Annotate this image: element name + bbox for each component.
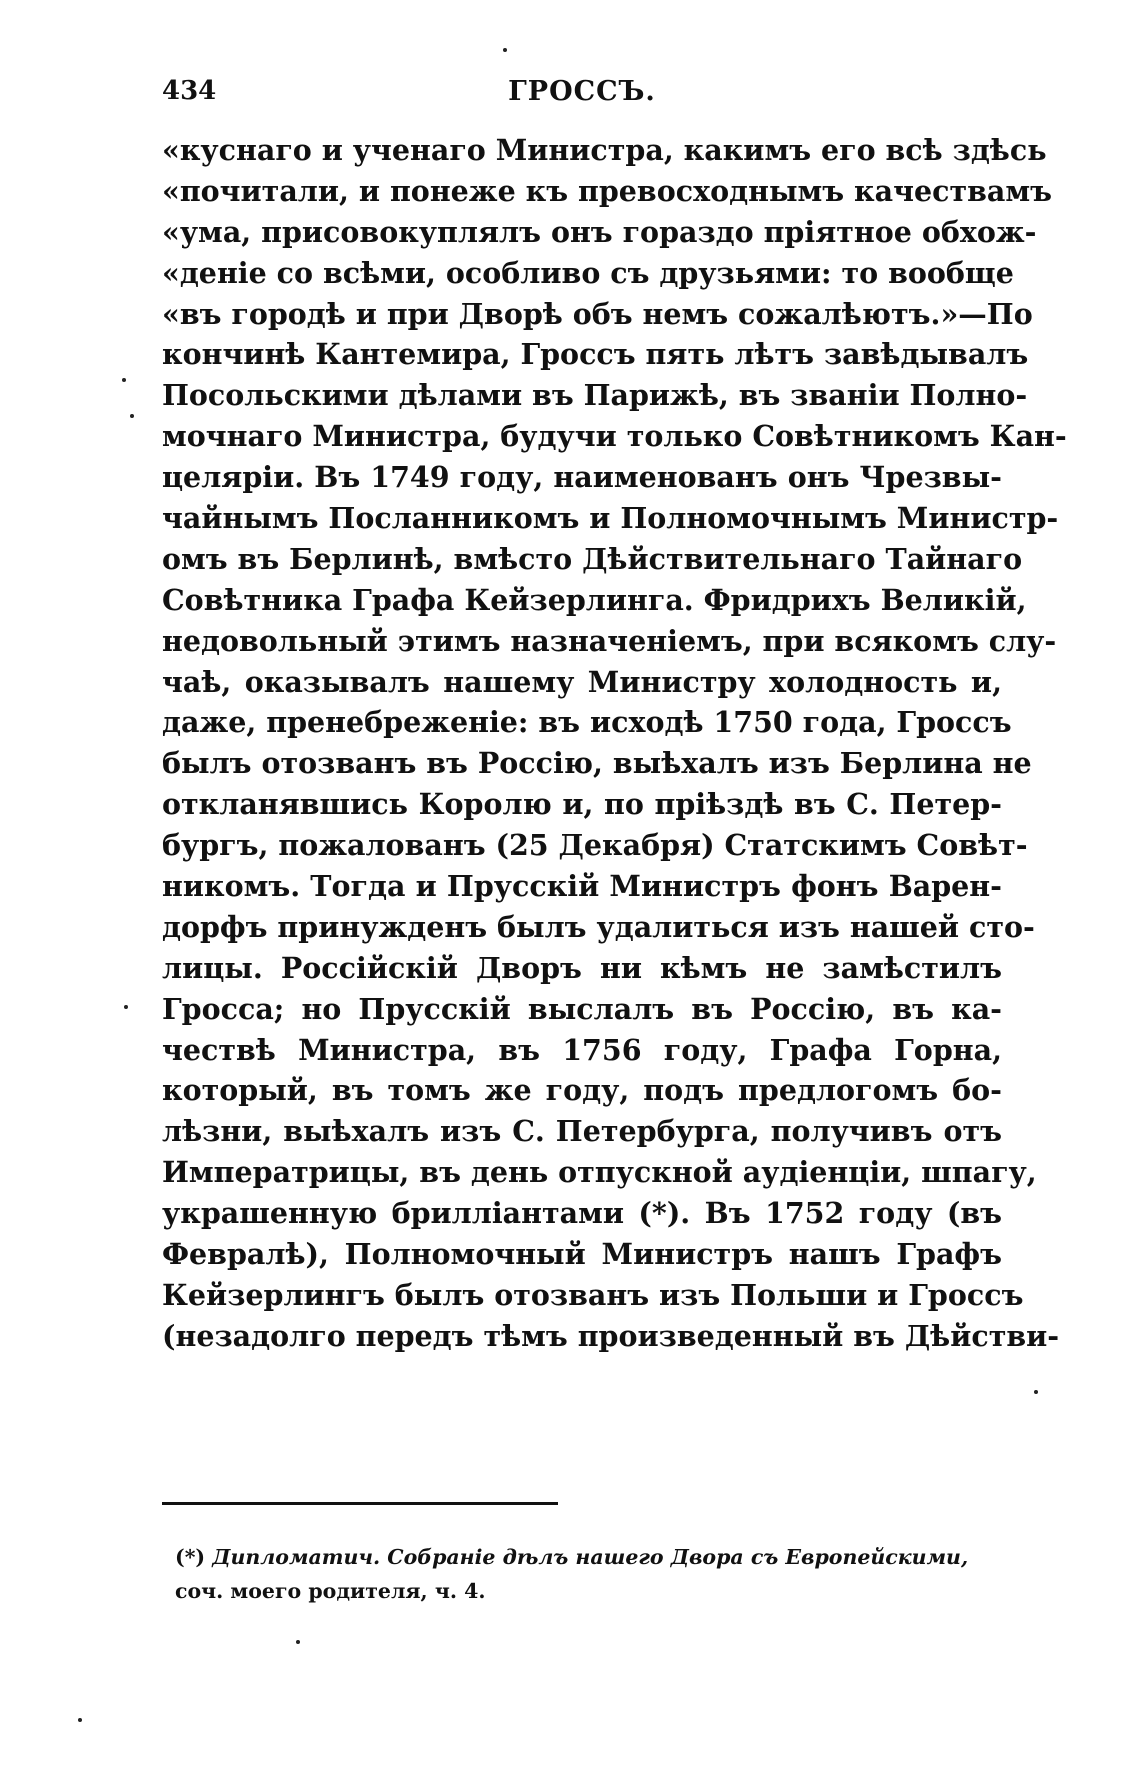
running-head — [162, 76, 1002, 116]
text-line: лѣзни, выѣхалъ изъ С. Петербурга, получивъ отъ — [162, 1114, 1002, 1149]
text-line: «ума, присовокуплялъ онъ гораздо пріятное обхож- — [162, 214, 1037, 249]
text-line: былъ отозванъ въ Россію, выѣхалъ изъ Берлина не — [162, 746, 1032, 781]
text-line: который, въ томъ же году, подъ предлогомъ бо- — [162, 1073, 1002, 1108]
text-line: омъ въ Берлинѣ, вмѣсто Дѣйствительнаго Тайнаго — [162, 541, 1023, 576]
text-line: чествѣ Министра, въ 1756 году, Графа Горна, — [162, 1032, 1002, 1067]
text-line: Гросса; но Прусскій выслалъ въ Россію, въ ка- — [162, 991, 1002, 1026]
text-line: чайнымъ Посланникомъ и Полномочнымъ Министр- — [162, 501, 1059, 536]
scan-speck — [122, 378, 126, 382]
footnote — [175, 1540, 1015, 1608]
text-line: чаѣ, оказывалъ нашему Министру холодность и, — [162, 664, 1002, 699]
text-line: недовольный этимъ назначеніемъ, при всякомъ слу- — [162, 623, 1057, 658]
page-number: 434 — [162, 76, 217, 106]
text-line: дорфъ принужденъ былъ удалиться изъ нашей сто- — [162, 909, 1035, 944]
text-line: Посольскими дѣлами въ Парижѣ, въ званіи Полно- — [162, 378, 1028, 413]
text-line: даже, пренебреженіе: въ исходѣ 1750 года, Гроссъ — [162, 705, 1012, 740]
text-line: Кейзерлингъ былъ отозванъ изъ Польши и Гроссъ — [162, 1277, 1024, 1312]
text-line: Совѣтника Графа Кейзерлинга. Фридрихъ Великій, — [162, 582, 1027, 617]
text-line: украшенную брилліантами (*). Въ 1752 году (въ — [162, 1196, 1002, 1231]
text-line: Императрицы, въ день отпускной аудіенціи, шпагу, — [162, 1155, 1037, 1190]
scan-speck — [296, 1640, 300, 1644]
footnote-rule — [162, 1502, 558, 1505]
footnote-line — [175, 1540, 1015, 1574]
text-line: Февралѣ), Полномочный Министръ нашъ Графъ — [162, 1237, 1002, 1272]
scan-speck — [78, 1718, 82, 1722]
text-line: «почитали, и понеже къ превосходнымъ качествамъ — [162, 173, 1052, 208]
text-line: «деніе со всѣми, особливо съ друзьями: то вообще — [162, 255, 1014, 290]
text-line: кончинѣ Кантемира, Гроссъ пять лѣтъ завѣдывалъ — [162, 337, 1029, 372]
footnote-citation: Дипломатич. Собраніе дѣлъ нашего Двора съ Европейскими, — [212, 1545, 969, 1569]
text-line: бургъ, пожалованъ (25 Декабря) Статскимъ Совѣт- — [162, 828, 1028, 863]
text-line: откланявшись Королю и, по пріѣздѣ въ С. Петер- — [162, 787, 1002, 822]
text-line: (незадолго передъ тѣмъ произведенный въ Дѣйстви- — [162, 1318, 1060, 1353]
text-line: «въ городѣ и при Дворѣ объ немъ сожалѣютъ.»—По — [162, 296, 1033, 331]
text-line: никомъ. Тогда и Прусскій Министръ фонъ Варен- — [162, 869, 1002, 904]
footnote-marker: (*) — [175, 1545, 206, 1569]
scan-speck — [130, 414, 134, 418]
footnote-line-2: соч. моего родителя, ч. 4. — [175, 1579, 486, 1603]
text-line: целяріи. Въ 1749 году, наименованъ онъ Чрезвы- — [162, 460, 1002, 495]
text-line: мочнаго Министра, будучи только Совѣтникомъ Кан- — [162, 419, 1067, 454]
scan-speck — [503, 48, 507, 52]
scan-speck — [1034, 1390, 1038, 1394]
text-line: лицы. Россійскій Дворъ ни кѣмъ не замѣстилъ — [162, 950, 1002, 985]
text-line: «куснаго и ученаго Министра, какимъ его всѣ здѣсь — [162, 133, 1047, 167]
page-header-title: ГРОССЪ. — [508, 76, 656, 107]
body-text — [162, 130, 1067, 1357]
scan-speck — [124, 1005, 128, 1009]
